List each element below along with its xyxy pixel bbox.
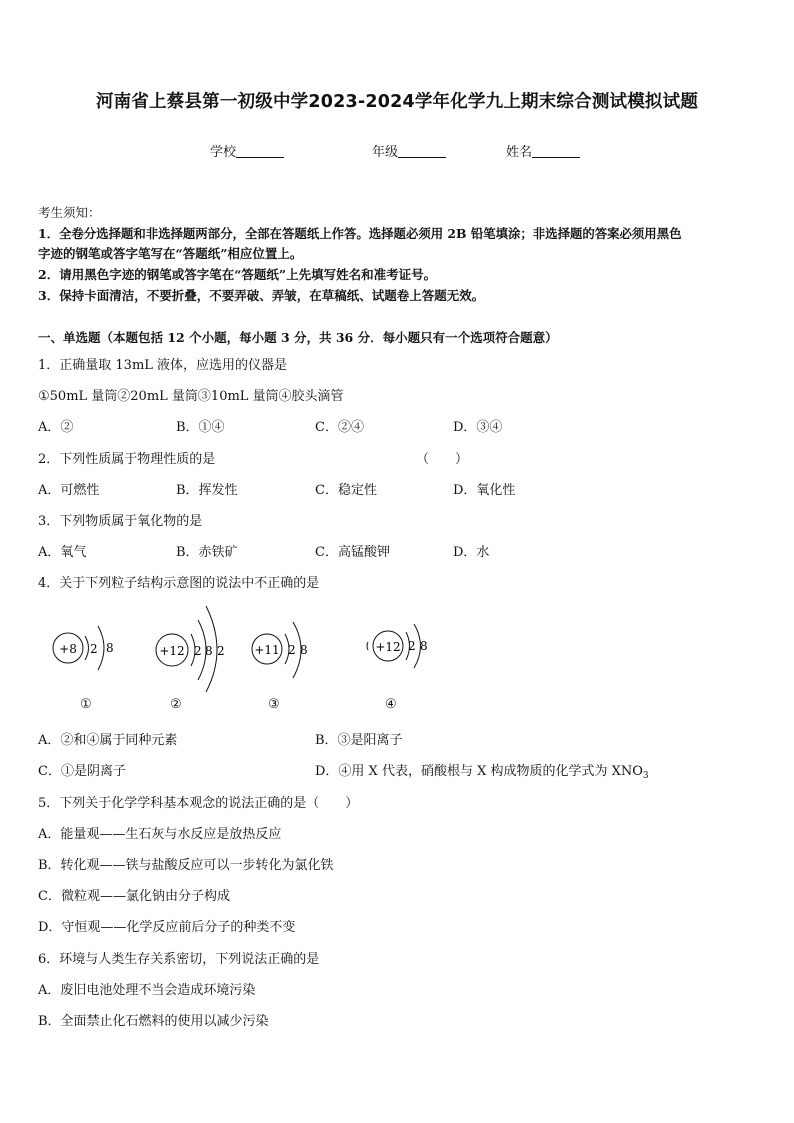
atom-diagram-2: [154, 604, 254, 698]
shell-electrons: 8: [106, 641, 114, 655]
q2-option-d[interactable]: D．氧化性: [453, 483, 516, 498]
atom-label-4: ④: [385, 697, 397, 712]
q4-option-d[interactable]: [315, 760, 649, 781]
q3-option-c[interactable]: C．高锰酸钾: [315, 545, 390, 560]
nucleus-charge: +12: [375, 640, 401, 654]
atom-diagram-1: [52, 630, 142, 674]
name-field[interactable]: [506, 141, 580, 160]
school-field[interactable]: [210, 141, 284, 160]
q5-option-d[interactable]: D．守恒观——化学反应前后分子的种类不变: [38, 920, 296, 935]
q2-option-a[interactable]: A．可燃性: [38, 483, 100, 498]
nucleus-charge: +12: [159, 644, 185, 658]
shell-electrons: 2: [288, 643, 296, 657]
q5-option-a[interactable]: A．能量观——生石灰与水反应是放热反应: [38, 827, 282, 842]
q3-option-d[interactable]: D．水: [453, 545, 490, 560]
q1-option-c[interactable]: C．②④: [315, 420, 364, 435]
school-label: 学校: [210, 145, 237, 160]
q1-instruments: ①50mL 量筒②20mL 量筒③10mL 量筒④胶头滴管: [38, 389, 344, 404]
atom-diagram-3: [251, 620, 331, 686]
shell-electrons: 8: [300, 643, 308, 657]
shell-electrons: 2: [90, 642, 98, 656]
page-title: 河南省上蔡县第一初级中学2023-2024学年化学九上期末综合测试模拟试题: [95, 92, 699, 112]
q4-option-b[interactable]: B．③是阳离子: [315, 733, 403, 748]
notice-heading: 考生须知：: [38, 205, 101, 220]
q5-option-c[interactable]: C．微粒观——氯化钠由分子构成: [38, 889, 230, 904]
q3-option-a[interactable]: A．氧气: [38, 545, 87, 560]
q4-stem: 4．关于下列粒子结构示意图的说法中不正确的是: [38, 576, 320, 591]
notice-line-2: 2．请用黑色字迹的钢笔或答字笔在“答题纸”上先填写姓名和准考证号。: [38, 267, 437, 282]
q2-stem: 2．下列性质属于物理性质的是: [38, 452, 216, 467]
atom-label-1: ①: [80, 697, 92, 712]
q6-stem: 6．环境与人类生存关系密切，下列说法正确的是: [38, 952, 320, 967]
nucleus-charge: +8: [59, 642, 77, 656]
grade-label: 年级: [372, 145, 399, 160]
shell-electrons: 2: [217, 644, 225, 658]
shell-electrons: 2: [408, 639, 416, 653]
atom-label-2: ②: [170, 697, 182, 712]
notice-line-1a: 1．全卷分选择题和非选择题两部分，全部在答题纸上作答。选择题必须用 2B 铅笔填涂；非选择题的答案必须用黑色: [38, 226, 682, 241]
q3-option-b[interactable]: B．赤铁矿: [176, 545, 238, 560]
shell-electrons: 2: [194, 644, 202, 658]
notice-line-3: 3．保持卡面清洁，不要折叠，不要弄破、弄皱，在草稿纸、试题卷上答题无效。: [38, 288, 485, 303]
grade-blank[interactable]: [398, 145, 446, 158]
electron-shell: [85, 636, 89, 660]
q2-option-c[interactable]: C．稳定性: [315, 483, 377, 498]
q5-stem: 5．下列关于化学学科基本观念的说法正确的是（ ）: [38, 796, 359, 811]
grade-field[interactable]: [372, 141, 446, 160]
atom-diagram-4: [365, 622, 455, 682]
q1-option-a[interactable]: A．②: [38, 420, 74, 435]
shell-electrons: 8: [205, 644, 213, 658]
school-blank[interactable]: [236, 145, 284, 158]
section-heading: 一、单选题（本题包括 12 个小题，每小题 3 分，共 36 分．每小题只有一个选项符合题意）: [38, 330, 558, 345]
name-blank[interactable]: [532, 145, 580, 158]
shell-electrons: 8: [420, 639, 428, 653]
electron-shell: [98, 626, 104, 670]
q4-option-c[interactable]: C．①是阴离子: [38, 764, 126, 779]
dashed-shell-fragment: [367, 642, 368, 650]
q4-option-a[interactable]: A．②和④属于同种元素: [38, 733, 178, 748]
q1-stem: 1．正确量取 13mL 液体，应选用的仪器是: [38, 358, 288, 373]
q4-option-d-subscript: 3: [642, 771, 649, 781]
q1-option-d[interactable]: D．③④: [453, 420, 503, 435]
notice-line-1b: 字迹的钢笔或答字笔写在“答题纸”相应位置上。: [38, 246, 303, 261]
nucleus-charge: +11: [254, 643, 280, 657]
q3-stem: 3．下列物质属于氧化物的是: [38, 514, 203, 529]
name-label: 姓名: [506, 145, 533, 160]
atom-label-3: ③: [268, 697, 280, 712]
q4-option-d-text: D．④用 X 代表，硝酸根与 X 构成物质的化学式为 XNO: [315, 764, 643, 779]
q2-answer-paren: （ ）: [416, 452, 469, 467]
q6-option-b[interactable]: B．全面禁止化石燃料的使用以减少污染: [38, 1014, 269, 1029]
q6-option-a[interactable]: A．废旧电池处理不当会造成环境污染: [38, 983, 256, 998]
q2-option-b[interactable]: B．挥发性: [176, 483, 238, 498]
q1-option-b[interactable]: B．①④: [176, 420, 225, 435]
q5-option-b[interactable]: B．转化观——铁与盐酸反应可以一步转化为氯化铁: [38, 858, 334, 873]
